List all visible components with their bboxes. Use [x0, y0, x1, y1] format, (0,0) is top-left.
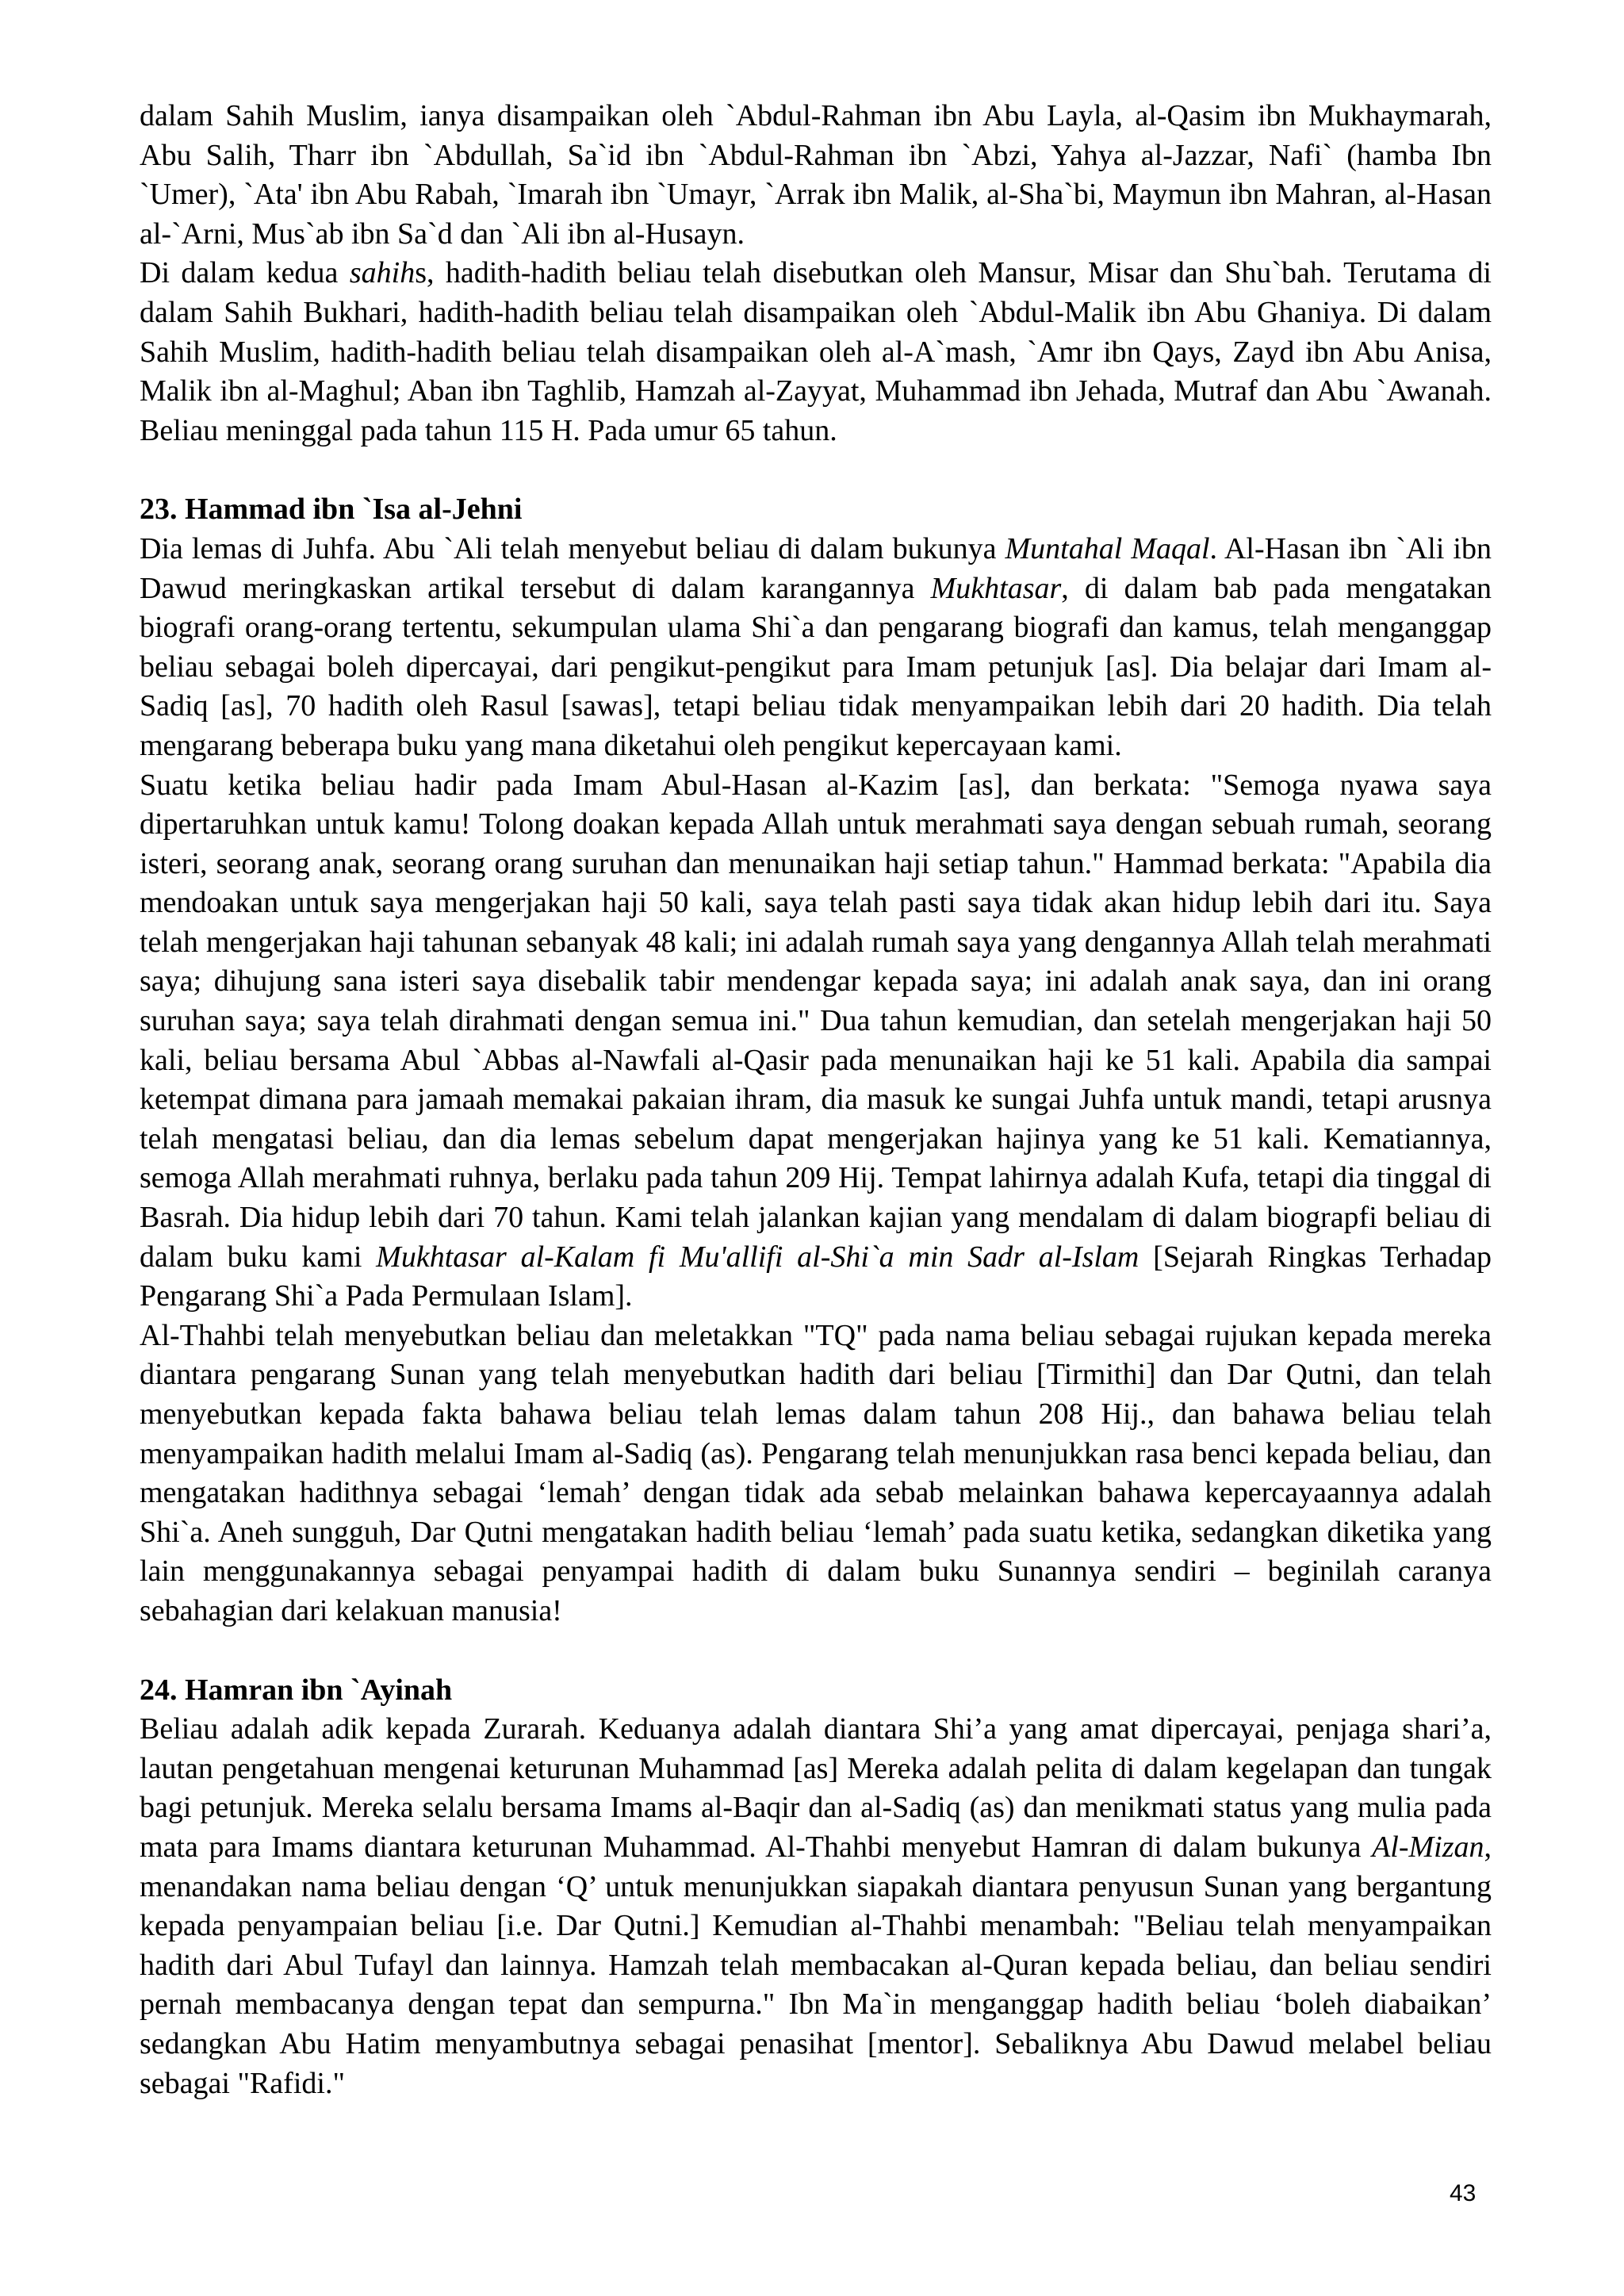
section-23-heading: 23. Hammad ibn `Isa al-Jehni: [140, 493, 523, 527]
section-23-paragraph-2: Suatu ketika beliau hadir pada Imam Abul-Hasan al-Kazim [as], dan berkata: "Semoga nyawa saya dipertaruhkan untuk kamu! Tolong doakan kepada Allah untuk merahmati saya dengan sebuah rumah, seorang isteri, seorang anak, seorang orang suruhan dan menunaikan haji setiap tahun." Hammad berkata: "Apabila dia mendoakan untuk saya mengerjakan haji 50 kali, saya telah pasti saya tidak akan hidup lebih dari itu. Saya telah mengerjakan haji tahunan sebanyak 48 kali; ini adalah rumah saya yang dengannya Allah telah merahmati saya; dihujung sana isteri saya disebalik tabir mendengar kepada saya; ini adalah anak saya, dan ini orang suruhan saya; saya telah dirahmati dengan semua ini." Dua tahun kemudian, dan setelah mengerjakan haji 50 kali, beliau bersama Abul `Abbas al-Nawfali al-Qasir pada menunaikan haji ke 51 kali. Apabila dia sampai ketempat dimana para jamaah memakai pakaian ihram, dia masuk ke sungai Juhfa untuk mandi, tetapi arusnya telah mengatasi beliau, dan dia lemas sebelum dapat mengerjakan hajinya yang ke 51 kali. Kematiannya, semoga Allah merahmati ruhnya, berlaku pada tahun 209 Hij. Tempat lahirnya adalah Kufa, tetapi dia tinggal di Basrah. Dia hidup lebih dari 70 tahun. Kami telah jalankan kajian yang mendalam di dalam biograpfi beliau di dalam buku kami Mukhtasar al-Kalam fi Mu'allifi al-Shi`a min Sadr al-Islam [Sejarah Ringkas Terhadap Pengarang Shi`a Pada Permulaan Islam].: [140, 768, 1492, 1313]
section-23-paragraph-1: Dia lemas di Juhfa. Abu `Ali telah menyebut beliau di dalam bukunya Muntahal Maqal. Al-Hasan ibn `Ali ibn Dawud meringkaskan artikal tersebut di dalam karangannya Mukhtasar, di dalam bab pada mengatakan biografi orang-orang tertentu, sekumpulan ulama Shi`a dan pengarang biografi dan kamus, telah menganggap beliau sebagai boleh dipercayai, dari pengikut-pengikut para Imam petunjuk [as]. Dia belajar dari Imam al-Sadiq [as], 70 hadith oleh Rasul [sawas], tetapi beliau tidak menyampaikan lebih dari 20 hadith. Dia telah mengarang beberapa buku yang mana diketahui oleh pengikut kepercayaan kami.: [140, 531, 1492, 762]
intro-paragraph-2: Di dalam kedua sahihs, hadith-hadith beliau telah disebutkan oleh Mansur, Misar dan Shu`bah. Terutama di dalam Sahih Bukhari, hadith-hadith beliau telah disampaikan oleh `Abdul-Malik ibn Abu Ghaniya. Di dalam Sahih Muslim, hadith-hadith beliau telah disampaikan oleh al-A`mash, `Amr ibn Qays, Zayd ibn Abu Anisa, Malik ibn al-Maghul; Aban ibn Taghlib, Hamzah al-Zayyat, Muhammad ibn Jehada, Mutraf dan Abu `Awanah. Beliau meninggal pada tahun 115 H. Pada umur 65 tahun.: [140, 256, 1492, 447]
section-24-paragraph-1: Beliau adalah adik kepada Zurarah. Keduanya adalah diantara Shi’a yang amat dipercayai, penjaga shari’a, lautan pengetahuan mengenai keturunan Muhammad [as] Mereka adalah pelita di dalam kegelapan dan tungak bagi petunjuk. Mereka selalu bersama Imams al-Baqir dan al-Sadiq (as) dan menikmati status yang mulia pada mata para Imams diantara keturunan Muhammad. Al-Thahbi menyebut Hamran di dalam bukunya Al-Mizan, menandakan nama beliau dengan ‘Q’ untuk menunjukkan siapakah diantara penyusun Sunan yang bergantung kepada penyampaian beliau [i.e. Dar Qutni.] Kemudian al-Thahbi menambah: "Beliau telah menyampaikan hadith dari Abul Tufayl dan lainnya. Hamzah telah membacakan al-Quran kepada beliau, dan beliau sendiri pernah membacanya dengan tepat dan sempurna." Ibn Ma`in menganggap hadith beliau ‘boleh diabaikan’ sedangkan Abu Hatim menyambutnya sebagai penasihat [mentor]. Sebaliknya Abu Dawud melabel beliau sebagai "Rafidi.": [140, 1712, 1492, 2100]
page-number: 43: [1450, 2180, 1477, 2206]
section-23-paragraph-3: Al-Thahbi telah menyebutkan beliau dan meletakkan "TQ" pada nama beliau sebagai rujukan kepada mereka diantara pengarang Sunan yang telah menyebutkan hadith dari beliau [Tirmithi] dan Dar Qutni, dan telah menyebutkan kepada fakta bahawa beliau telah lemas dalam tahun 208 Hij., dan bahawa beliau telah menyampaikan hadith melalui Imam al-Sadiq (as). Pengarang telah menunjukkan rasa benci kepada beliau, dan mengatakan hadithnya sebagai ‘lemah’ dengan tidak ada sebab melainkan bahawa kepercayaannya adalah Shi`a. Aneh sungguh, Dar Qutni mengatakan hadith beliau ‘lemah’ pada suatu ketika, sedangkan diketika yang lain menggunakannya sebagai penyampai hadith di dalam buku Sunannya sendiri – beginilah caranya sebahagian dari kelakuan manusia!: [140, 1318, 1492, 1627]
page-body: [140, 97, 1492, 2103]
intro-paragraph-1: dalam Sahih Muslim, ianya disampaikan oleh `Abdul-Rahman ibn Abu Layla, al-Qasim ibn Mukhaymarah, Abu Salih, Tharr ibn `Abdullah, Sa`id ibn `Abdul-Rahman ibn `Abzi, Yahya al-Jazzar, Nafi` (hamba Ibn `Umer), `Ata' ibn Abu Rabah, `Imarah ibn `Umayr, `Arrak ibn Malik, al-Sha`bi, Maymun ibn Mahran, al-Hasan al-`Arni, Mus`ab ibn Sa`d dan `Ali ibn al-Husayn.: [140, 99, 1492, 251]
section-24-heading: 24. Hamran ibn `Ayinah: [140, 1673, 453, 1707]
